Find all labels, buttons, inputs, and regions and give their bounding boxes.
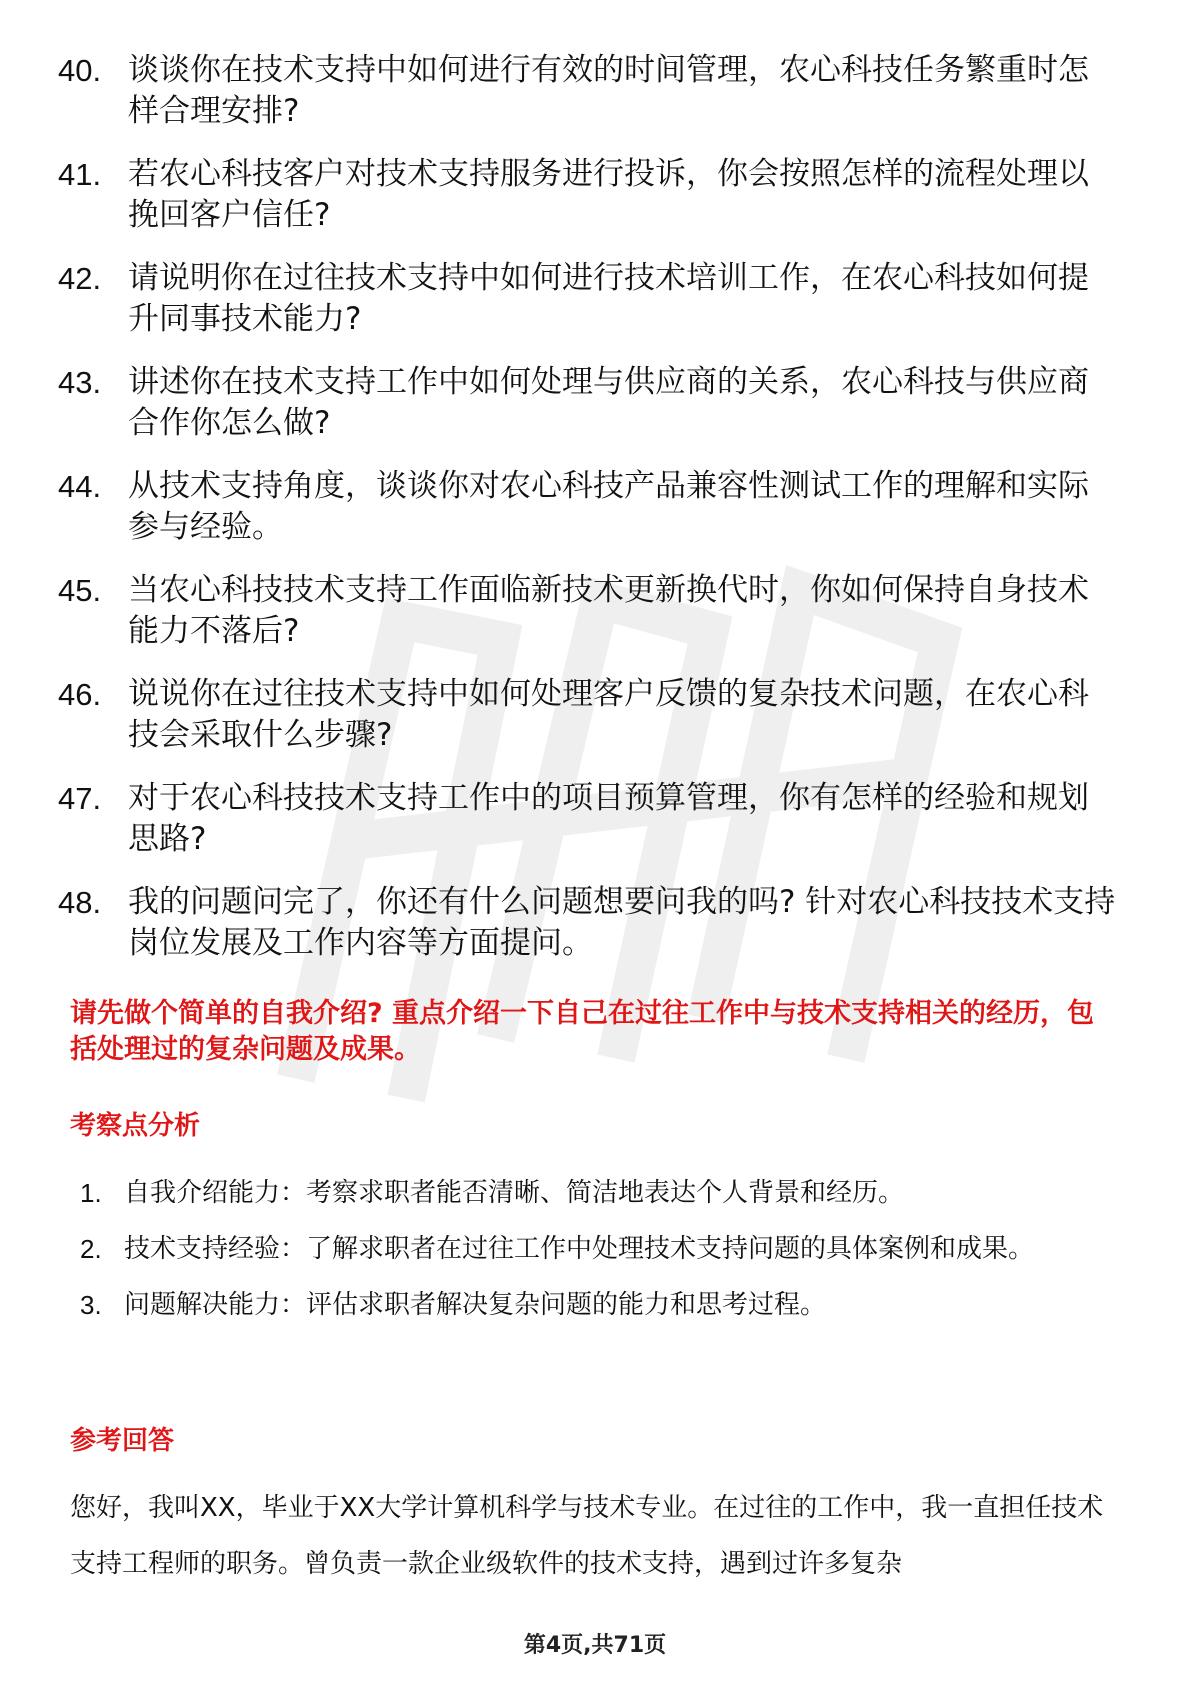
question-number: 48. — [58, 885, 102, 920]
list-item — [58, 570, 1118, 652]
list-item — [58, 674, 1118, 756]
question-text: 谈谈你在技术支持中如何进行有效的时间管理，农心科技任务繁重时怎样合理安排? — [128, 52, 1089, 129]
list-item — [58, 362, 1118, 444]
question-text: 对于农心科技技术支持工作中的项目预算管理，你有怎样的经验和规划思路? — [128, 780, 1089, 857]
question-number: 47. — [58, 781, 102, 816]
analysis-text: 自我介绍能力：考察求职者能否清晰、简洁地表达个人背景和经历。 — [124, 1178, 905, 1208]
analysis-text: 问题解决能力：评估求职者解决复杂问题的能力和思考过程。 — [124, 1290, 827, 1320]
question-text: 请说明你在过往技术支持中如何进行技术培训工作，在农心科技如何提升同事技术能力? — [128, 260, 1089, 337]
question-text: 讲述你在技术支持工作中如何处理与供应商的关系，农心科技与供应商合作你怎么做? — [128, 364, 1089, 441]
question-text: 我的问题问完了，你还有什么问题想要问我的吗? 针对农心科技技术支持岗位发展及工作内容等方面提问。 — [128, 884, 1116, 961]
analysis-number: 1. — [80, 1178, 102, 1208]
question-number: 40. — [58, 53, 102, 88]
page-footer: 第4页,共71页 — [523, 1633, 667, 1658]
question-text: 从技术支持角度，谈谈你对农心科技产品兼容性测试工作的理解和实际参与经验。 — [128, 468, 1089, 545]
list-item — [58, 50, 1118, 132]
question-number: 44. — [58, 469, 102, 504]
highlight-question: 请先做个简单的自我介绍? 重点介绍一下自己在过往工作中与技术支持相关的经历，包括处理过的复杂问题及成果。 — [70, 998, 1095, 1065]
question-number: 43. — [58, 365, 102, 400]
reference-title: 参考回答 — [70, 1426, 175, 1456]
list-item — [80, 1277, 1120, 1333]
question-number: 42. — [58, 261, 102, 296]
question-number: 41. — [58, 157, 102, 192]
list-item — [58, 466, 1118, 548]
list-item — [80, 1165, 1120, 1221]
question-text: 说说你在过往技术支持中如何处理客户反馈的复杂技术问题，在农心科技会采取什么步骤? — [128, 676, 1089, 753]
analysis-number: 2. — [80, 1234, 102, 1264]
list-item — [80, 1221, 1120, 1277]
list-item — [58, 778, 1118, 860]
reference-answer: 您好，我叫XX，毕业于XX大学计算机科学与技术专业。在过往的工作中，我一直担任技术支持工程师的职务。曾负责一款企业级软件的技术支持，遇到过许多复杂 — [70, 1493, 1104, 1579]
analysis-number: 3. — [80, 1290, 102, 1320]
list-item — [58, 882, 1118, 964]
question-number: 45. — [58, 573, 102, 608]
question-list — [58, 50, 1118, 986]
analysis-text: 技术支持经验：了解求职者在过往工作中处理技术支持问题的具体案例和成果。 — [124, 1234, 1035, 1264]
question-text: 若农心科技客户对技术支持服务进行投诉，你会按照怎样的流程处理以挽回客户信任? — [128, 156, 1089, 233]
question-number: 46. — [58, 677, 102, 712]
analysis-list — [80, 1165, 1120, 1333]
list-item — [58, 154, 1118, 236]
question-text: 当农心科技技术支持工作面临新技术更新换代时，你如何保持自身技术能力不落后? — [128, 572, 1089, 649]
list-item — [58, 258, 1118, 340]
analysis-title: 考察点分析 — [70, 1111, 201, 1141]
